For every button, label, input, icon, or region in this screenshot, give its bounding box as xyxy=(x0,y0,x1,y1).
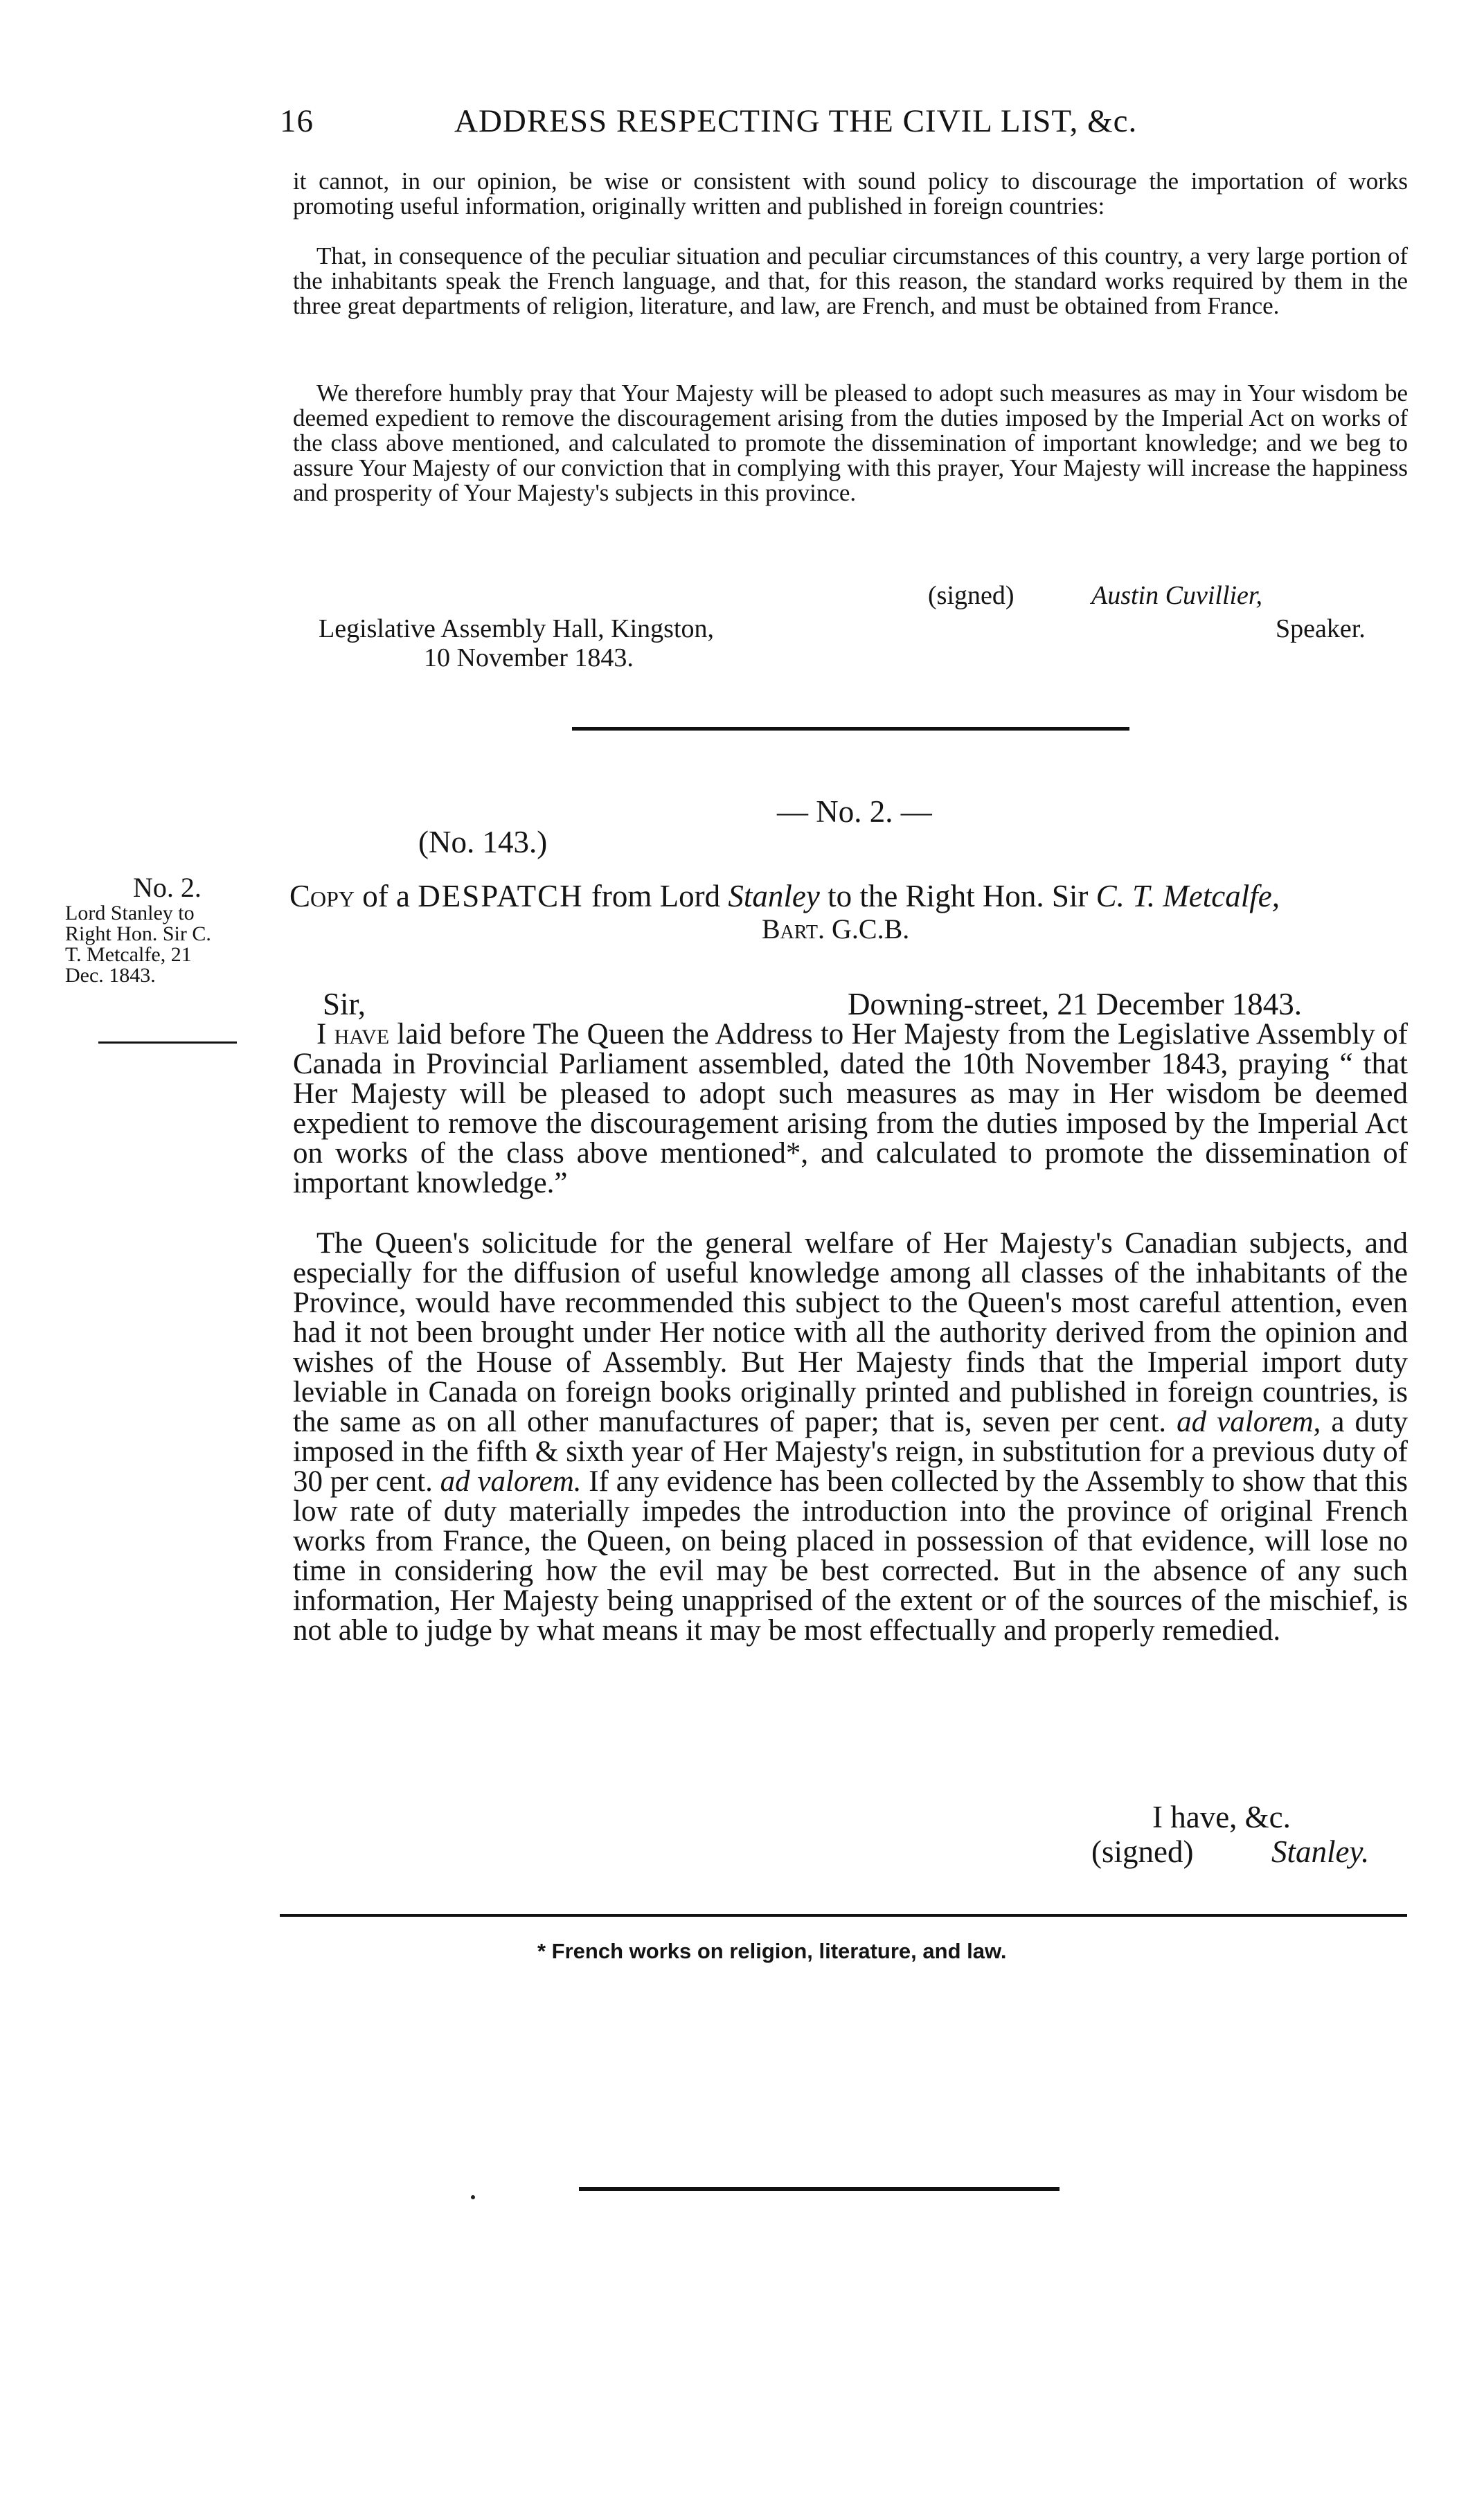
address-paragraph-3: We therefore humbly pray that Your Majesty will be pleased to adopt such measures as may in Your wisdom be deemed expedient to remove the discouragement arising from the duties imposed by the Imperial Act on works of the class above mentioned, and calculated to promote the dissemination of important knowledge; and we beg to assure Your Majesty of our conviction that in complying with this prayer, Your Majesty will increase the happiness and prosperity of Your Majesty's subjects in this province. xyxy=(293,379,1408,506)
heading-to: to the Right Hon. Sir xyxy=(819,879,1096,913)
footnote: * French works on religion, literature, and law. xyxy=(537,1939,1007,1963)
ink-speck xyxy=(471,2195,475,2199)
address-paragraph-1: it cannot, in our opinion, be wise or consistent with sound policy to discourage the importation of works promoting useful information, originally written and published in foreign countries: xyxy=(293,168,1408,220)
despatch-paragraph-2 xyxy=(293,1228,1408,1645)
despatch-paragraph-1 xyxy=(293,1019,1408,1198)
heading-stanley: Stanley xyxy=(728,879,820,913)
heading-of-a: of a xyxy=(355,879,418,913)
address-signed-label: (signed) xyxy=(928,581,1014,610)
heading-line-2: Bart. G.C.B. xyxy=(762,913,910,945)
despatch-signed-label: (signed) xyxy=(1091,1834,1194,1869)
margin-note-line-4: Dec. 1843. xyxy=(65,964,156,987)
footnote-rule xyxy=(280,1914,1407,1917)
address-paragraph-2: That, in consequence of the peculiar situation and peculiar circumstances of this country, a very large portion of the inhabitants speak the French language, and that, for this reason, the standard works required by them in the three great departments of religion, literature, and law, are French, and must be obtained from France. xyxy=(293,242,1408,319)
despatch-heading xyxy=(289,878,1280,914)
section-divider xyxy=(572,727,1129,731)
body2-b: a duty imposed in the fifth & sixth year of Her Majesty's reign, in substitution for a previous duty of 30 per cent. xyxy=(293,1406,1408,1498)
address-signer-title: Speaker. xyxy=(1276,614,1366,643)
address-date: 10 November 1843. xyxy=(424,643,634,672)
margin-note-number: No. 2. xyxy=(133,872,202,903)
heading-despatch: DESPATCH xyxy=(418,879,584,913)
running-title: ADDRESS RESPECTING THE CIVIL LIST, &c. xyxy=(454,103,1138,139)
margin-note-rule xyxy=(98,1041,237,1044)
ad-valorem-2: ad valorem. xyxy=(440,1465,582,1498)
bottom-rule xyxy=(579,2187,1060,2191)
margin-note-line-1: Lord Stanley to xyxy=(65,902,195,924)
heading-from: from Lord xyxy=(583,879,728,913)
section-number: — No. 2. — xyxy=(777,794,932,829)
margin-note xyxy=(65,873,259,986)
despatch-number: (No. 143.) xyxy=(418,825,548,859)
despatch-place-date: Downing-street, 21 December 1843. xyxy=(848,987,1303,1021)
salutation: Sir, xyxy=(323,987,366,1021)
address-signer: Austin Cuvillier, xyxy=(1091,581,1262,610)
despatch-signer: Stanley. xyxy=(1271,1834,1370,1869)
body1-rest: laid before The Queen the Address to Her Majesty from the Legislative Assembly of Canada in Provincial Parliament assembled, dated the 10th November 1843, praying “ that Her Majesty will be pleased to adopt such measures as may in Her wisdom be deemed expedient to remove the discouragement arising from the duties imposed by the Imperial Act on works of the class above mentioned*, and calculated to promote the dissemination of important knowledge.” xyxy=(293,1018,1408,1199)
ad-valorem-1: ad valorem, xyxy=(1177,1406,1321,1438)
page-header xyxy=(256,102,1281,158)
address-place: Legislative Assembly Hall, Kingston, xyxy=(319,614,715,643)
heading-copy: Copy xyxy=(289,879,355,913)
margin-note-line-2: Right Hon. Sir C. xyxy=(65,922,211,945)
page-number: 16 xyxy=(280,103,314,139)
margin-note-line-3: T. Metcalfe, 21 xyxy=(65,943,192,966)
body2-c: If any evidence has been collected by the Assembly to show that this low rate of duty materially impedes the introduction into the province of original French works from France, the Queen, on being placed in possession of that evidence, will lose no time in considering how the evil may be best corrected. But in the absence of any such information, Her Majesty being unapprised of the extent or of the sources of the mischief, is not able to judge by what means it may be most effectually and properly remedied. xyxy=(293,1465,1409,1647)
despatch-closing: I have, &c. xyxy=(1152,1800,1291,1834)
heading-metcalfe: C. T. Metcalfe, xyxy=(1096,879,1280,913)
body2-a: The Queen's solicitude for the general welfare of Her Majesty's Canadian subjects, and especially for the diffusion of useful knowledge among all classes of the inhabitants of the Province, would have recommended this subject to the Queen's most careful attention, even had it not been brought under Her notice with all the authority derived from the opinion and wishes of the House of Assembly. But Her Majesty finds that the Imperial import duty leviable in Canada on foreign books originally printed and published in foreign countries, is the same as on all other manufactures of paper; that is, seven per cent. xyxy=(293,1227,1408,1438)
body-first-word: I have xyxy=(316,1018,390,1050)
